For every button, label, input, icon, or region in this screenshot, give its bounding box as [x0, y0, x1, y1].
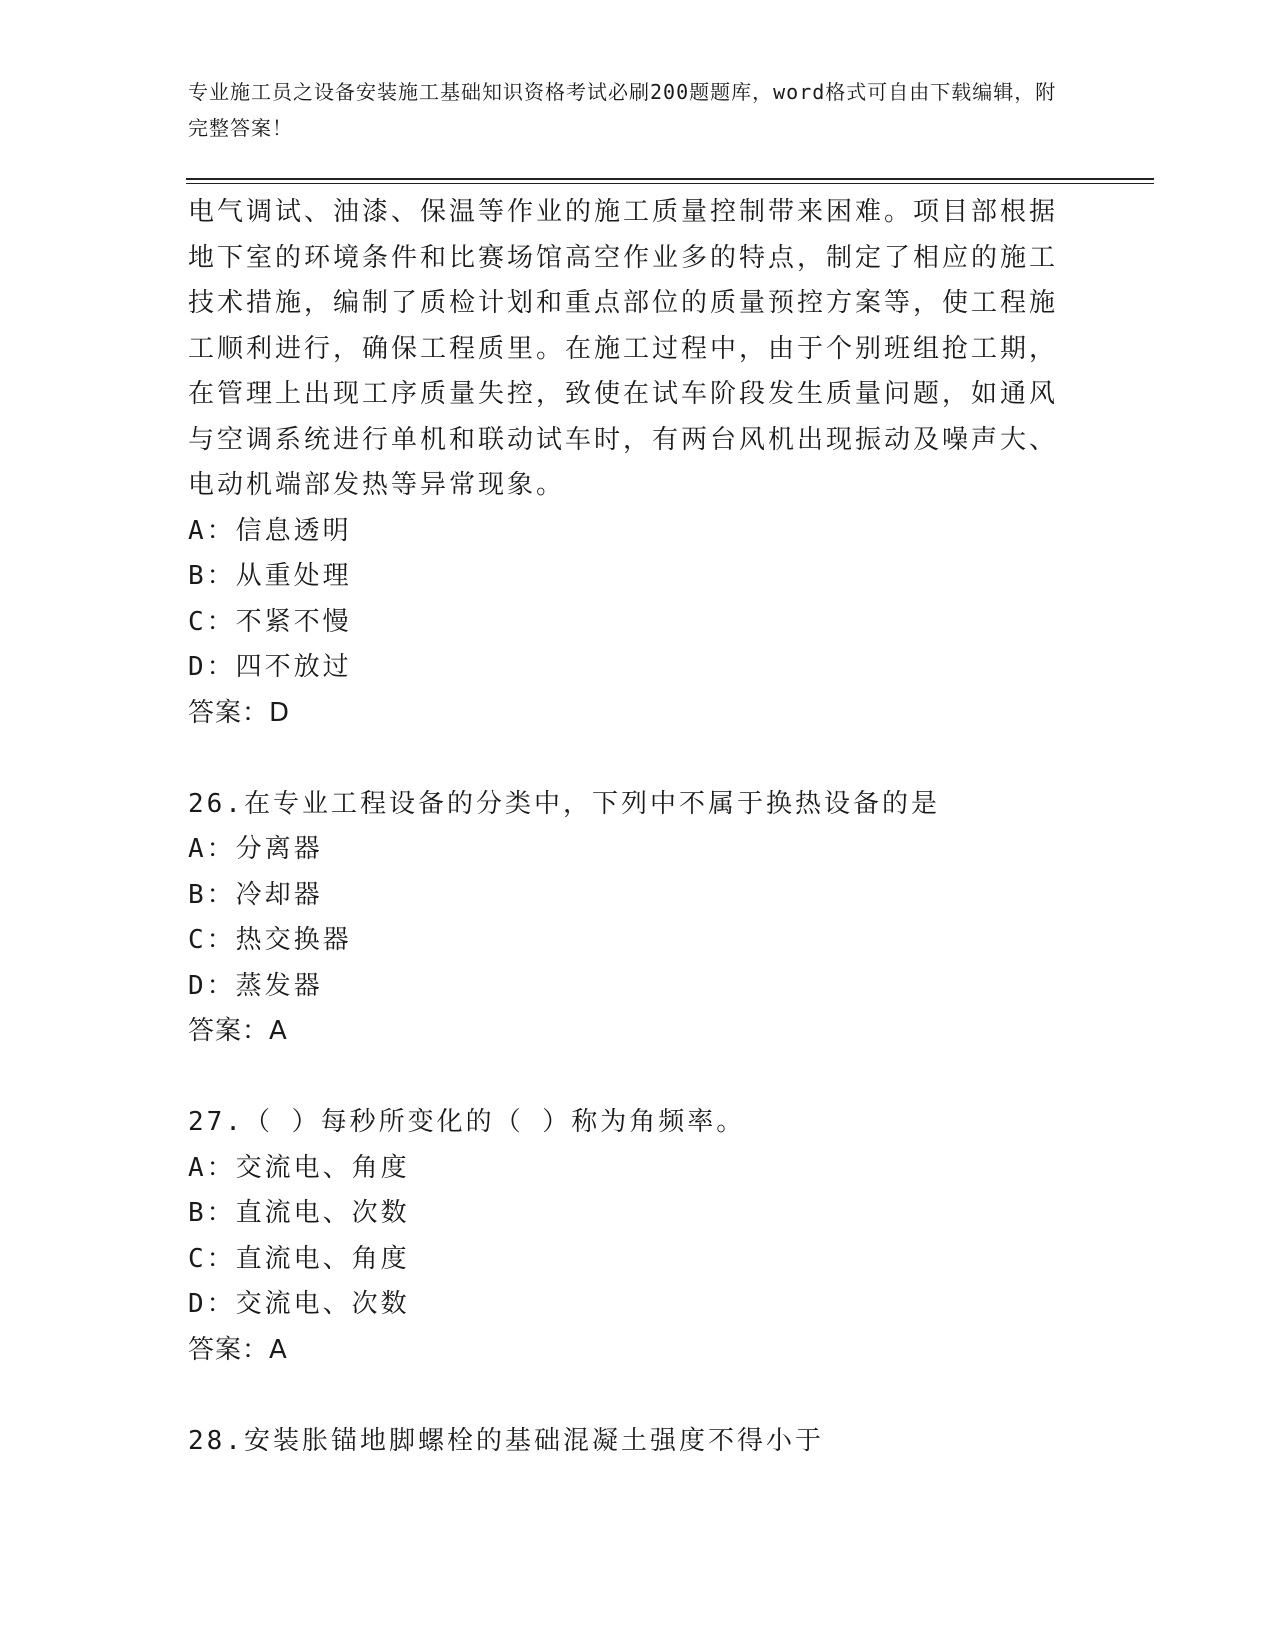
question-stem: 28.安装胀锚地脚螺栓的基础混凝土强度不得小于	[188, 1425, 824, 1456]
option-a: A：分离器	[188, 834, 323, 864]
header-divider-top	[186, 178, 1154, 180]
question-27	[188, 1100, 1068, 1373]
answer-line: 答案：D	[188, 697, 291, 728]
option-a: A：信息透明	[188, 515, 352, 546]
option-b: B：从重处理	[188, 561, 352, 591]
question-content	[188, 190, 1068, 1464]
question-stem-continuation: 电气调试、油漆、保温等作业的施工质量控制带来困难。项目部根据地下室的环境条件和比赛场馆高空作业多的特点，制定了相应的施工技术措施，编制了质检计划和重点部位的质量预控方案等，使工程施工顺利进行，确保工程质里。在施工过程中，由于个别班组抢工期，在管理上出现工序质量失控，致使在试车阶段发生质量问题，如通风与空调系统进行单机和联动试车时，有两台风机出现振动及噪声大、电动机端部发热等异常现象。	[188, 197, 1059, 500]
option-c: C：热交换器	[188, 925, 352, 955]
option-b: B：直流电、次数	[188, 1198, 410, 1228]
option-d: D：蒸发器	[188, 970, 323, 1001]
answer-line: 答案：A	[188, 1334, 288, 1365]
option-b: B：冷却器	[188, 879, 323, 910]
question-stem: 26.在专业工程设备的分类中，下列中不属于换热设备的是	[188, 788, 940, 819]
option-c: C：直流电、角度	[188, 1243, 410, 1274]
question-28	[188, 1419, 1068, 1465]
option-a: A：交流电、角度	[188, 1152, 410, 1183]
option-c: C：不紧不慢	[188, 606, 352, 637]
question-25-continuation	[188, 190, 1068, 736]
document-header	[188, 74, 1068, 146]
option-d: D：四不放过	[188, 652, 352, 682]
header-title: 专业施工员之设备安装施工基础知识资格考试必刷200题题库，word格式可自由下载编辑，附完整答案！	[188, 80, 1057, 140]
option-d: D：交流电、次数	[188, 1289, 410, 1319]
header-divider-bottom	[186, 183, 1154, 184]
question-26	[188, 782, 1068, 1055]
question-stem: 27.（ ）每秒所变化的（ ）称为角频率。	[188, 1107, 746, 1137]
answer-line: 答案：A	[188, 1016, 288, 1046]
